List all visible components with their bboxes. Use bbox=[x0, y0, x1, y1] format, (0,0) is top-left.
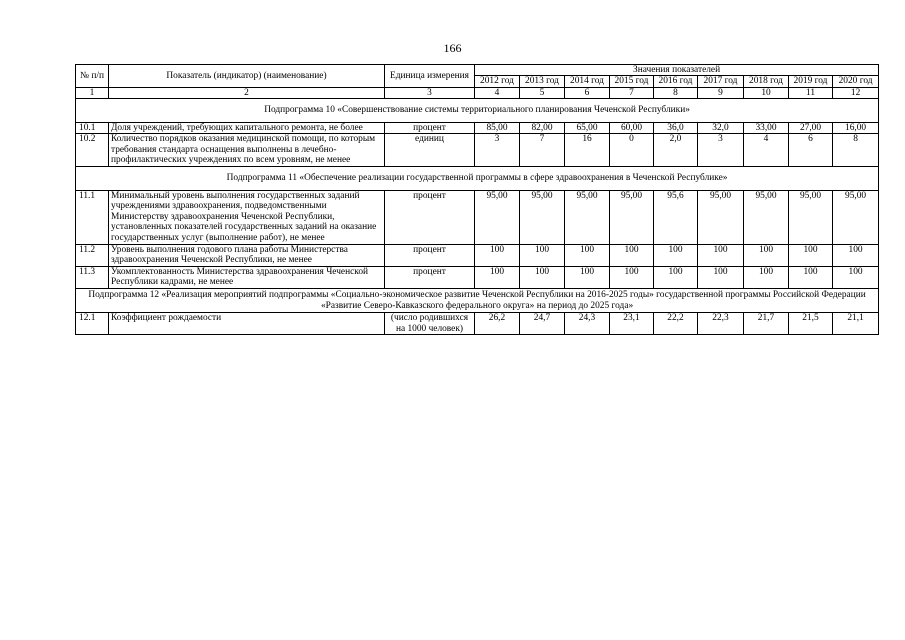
values-header: Значения показателей bbox=[475, 65, 879, 76]
column-index-cell: 1 bbox=[76, 88, 109, 99]
page-number: 166 bbox=[443, 41, 462, 55]
value-cell: 95,00 bbox=[565, 190, 610, 244]
row-number: 11.3 bbox=[76, 266, 109, 288]
value-cell: 100 bbox=[475, 244, 520, 266]
year-header: 2013 год bbox=[520, 76, 565, 88]
value-cell: 7 bbox=[520, 134, 565, 167]
value-cell: 100 bbox=[744, 244, 789, 266]
subprogram-title: Подпрограмма 10 «Совершенствование системы территориального планирования Чеченской Республики» bbox=[76, 99, 879, 123]
unit-cell: (число родившихся на 1000 человек) bbox=[385, 313, 475, 335]
column-index-cell: 11 bbox=[789, 88, 833, 99]
subprogram-row bbox=[76, 99, 879, 123]
indicator-name: Минимальный уровень выполнения государственных заданий учреждениями здравоохранения, подведомственными Министерству здравоохранения Чеченской Республики, установленных показателей государственных заданий на оказание государственных услуг (выполнение работ), не менее bbox=[109, 190, 385, 244]
value-cell: 95,00 bbox=[610, 190, 654, 244]
indicator-name: Коэффициент рождаемости bbox=[109, 313, 385, 335]
value-cell: 82,00 bbox=[520, 122, 565, 134]
value-cell: 95,6 bbox=[654, 190, 698, 244]
value-cell: 21,1 bbox=[833, 313, 879, 335]
value-cell: 100 bbox=[520, 244, 565, 266]
value-cell: 100 bbox=[744, 266, 789, 288]
unit-cell: процент bbox=[385, 244, 475, 266]
column-index-cell: 10 bbox=[744, 88, 789, 99]
year-header: 2020 год bbox=[833, 76, 879, 88]
row-number: 11.1 bbox=[76, 190, 109, 244]
value-cell: 100 bbox=[610, 266, 654, 288]
value-cell: 100 bbox=[610, 244, 654, 266]
num-header: № п/п bbox=[76, 65, 109, 88]
value-cell: 3 bbox=[698, 134, 744, 167]
column-index-cell: 3 bbox=[385, 88, 475, 99]
unit-cell: единиц bbox=[385, 134, 475, 167]
value-cell: 24,3 bbox=[565, 313, 610, 335]
table-row bbox=[76, 190, 879, 244]
value-cell: 100 bbox=[654, 244, 698, 266]
value-cell: 100 bbox=[520, 266, 565, 288]
row-number: 10.1 bbox=[76, 122, 109, 134]
value-cell: 100 bbox=[833, 266, 879, 288]
subprogram-title: Подпрограмма 11 «Обеспечение реализации государственной программы в сфере здравоохранения в Чеченской Республике» bbox=[76, 166, 879, 190]
value-cell: 16,00 bbox=[833, 122, 879, 134]
indicator-name: Укомплектованность Министерства здравоохранения Чеченской Республики кадрами, не менее bbox=[109, 266, 385, 288]
subprogram-row bbox=[76, 288, 879, 312]
year-header: 2015 год bbox=[610, 76, 654, 88]
value-cell: 95,00 bbox=[520, 190, 565, 244]
table-row bbox=[76, 122, 879, 134]
value-cell: 95,00 bbox=[698, 190, 744, 244]
value-cell: 100 bbox=[475, 266, 520, 288]
value-cell: 21,7 bbox=[744, 313, 789, 335]
indicator-header: Показатель (индикатор) (наименование) bbox=[109, 65, 385, 88]
table-body bbox=[76, 99, 879, 335]
value-cell: 22,2 bbox=[654, 313, 698, 335]
value-cell: 95,00 bbox=[789, 190, 833, 244]
year-header: 2017 год bbox=[698, 76, 744, 88]
value-cell: 24,7 bbox=[520, 313, 565, 335]
value-cell: 100 bbox=[654, 266, 698, 288]
indicator-name: Уровень выполнения годового плана работы Министерства здравоохранения Чеченской Республики, не менее bbox=[109, 244, 385, 266]
subprogram-title: Подпрограмма 12 «Реализация мероприятий подпрограммы «Социально-экономическое развитие Чеченской Республики на 2016-2025 годы» государственной программы Российской Федерации «Развитие Северо-Кавказского федерального округа» на период до 2025 года» bbox=[76, 288, 879, 312]
value-cell: 32,0 bbox=[698, 122, 744, 134]
table-row bbox=[76, 313, 879, 335]
value-cell: 16 bbox=[565, 134, 610, 167]
year-header: 2016 год bbox=[654, 76, 698, 88]
value-cell: 8 bbox=[833, 134, 879, 167]
column-index-cell: 7 bbox=[610, 88, 654, 99]
value-cell: 60,00 bbox=[610, 122, 654, 134]
value-cell: 85,00 bbox=[475, 122, 520, 134]
unit-cell: процент bbox=[385, 190, 475, 244]
value-cell: 26,2 bbox=[475, 313, 520, 335]
value-cell: 65,00 bbox=[565, 122, 610, 134]
value-cell: 23,1 bbox=[610, 313, 654, 335]
year-header: 2018 год bbox=[744, 76, 789, 88]
column-index-cell: 8 bbox=[654, 88, 698, 99]
value-cell: 95,00 bbox=[744, 190, 789, 244]
year-header: 2012 год bbox=[475, 76, 520, 88]
table-row bbox=[76, 266, 879, 288]
value-cell: 100 bbox=[565, 266, 610, 288]
column-index-cell: 9 bbox=[698, 88, 744, 99]
indicator-name: Доля учреждений, требующих капитального ремонта, не более bbox=[109, 122, 385, 134]
column-index-cell: 12 bbox=[833, 88, 879, 99]
row-number: 12.1 bbox=[76, 313, 109, 335]
value-cell: 100 bbox=[698, 266, 744, 288]
column-index-cell: 5 bbox=[520, 88, 565, 99]
value-cell: 6 bbox=[789, 134, 833, 167]
table-header bbox=[76, 65, 879, 99]
value-cell: 3 bbox=[475, 134, 520, 167]
value-cell: 0 bbox=[610, 134, 654, 167]
row-number: 10.2 bbox=[76, 134, 109, 167]
column-index-row bbox=[76, 88, 879, 99]
column-index-cell: 6 bbox=[565, 88, 610, 99]
unit-header: Единица измерения bbox=[385, 65, 475, 88]
value-cell: 100 bbox=[789, 266, 833, 288]
indicators-table bbox=[75, 64, 879, 335]
value-cell: 21,5 bbox=[789, 313, 833, 335]
indicator-name: Количество порядков оказания медицинской помощи, по которым требования стандарта оснащения выполнены в лечебно-профилактических учреждениях по всем уровням, не менее bbox=[109, 134, 385, 167]
table-row bbox=[76, 244, 879, 266]
value-cell: 100 bbox=[789, 244, 833, 266]
row-number: 11.2 bbox=[76, 244, 109, 266]
value-cell: 95,00 bbox=[475, 190, 520, 244]
unit-cell: процент bbox=[385, 266, 475, 288]
value-cell: 22,3 bbox=[698, 313, 744, 335]
subprogram-row bbox=[76, 166, 879, 190]
table-row bbox=[76, 134, 879, 167]
value-cell: 100 bbox=[833, 244, 879, 266]
unit-cell: процент bbox=[385, 122, 475, 134]
value-cell: 4 bbox=[744, 134, 789, 167]
column-index-cell: 4 bbox=[475, 88, 520, 99]
value-cell: 2,0 bbox=[654, 134, 698, 167]
value-cell: 36,0 bbox=[654, 122, 698, 134]
value-cell: 95,00 bbox=[833, 190, 879, 244]
value-cell: 27,00 bbox=[789, 122, 833, 134]
value-cell: 33,00 bbox=[744, 122, 789, 134]
year-header: 2019 год bbox=[789, 76, 833, 88]
column-index-cell: 2 bbox=[109, 88, 385, 99]
value-cell: 100 bbox=[565, 244, 610, 266]
value-cell: 100 bbox=[698, 244, 744, 266]
year-header: 2014 год bbox=[565, 76, 610, 88]
